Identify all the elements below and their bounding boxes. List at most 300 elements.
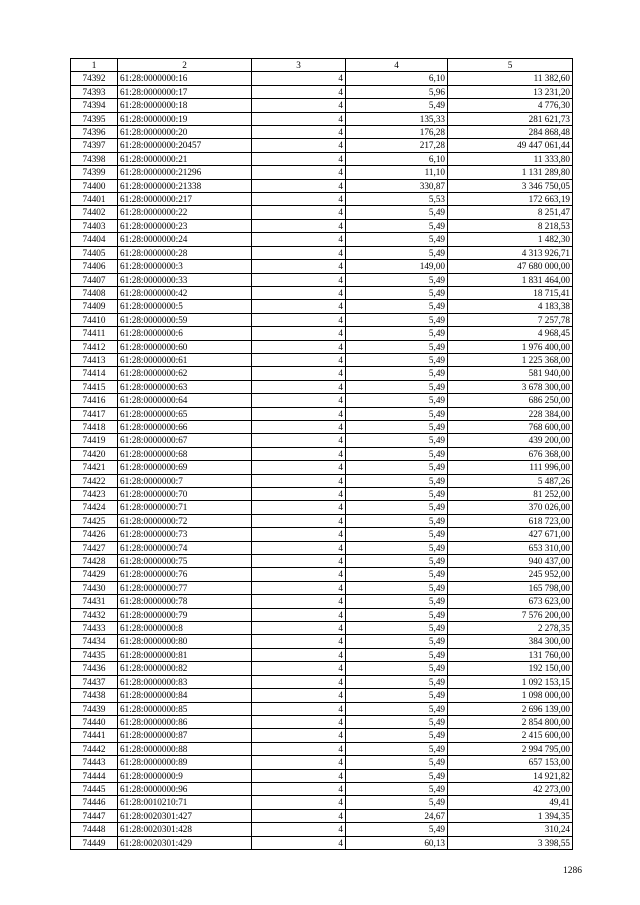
area-cell: 11,10: [346, 166, 448, 179]
area-cell: 5,49: [346, 380, 448, 393]
cadastral-number-cell: 61:28:0000000:21338: [118, 179, 252, 192]
area-cell: 5,49: [346, 488, 448, 501]
cadastral-number-cell: 61:28:0000000:86: [118, 715, 252, 728]
area-cell: 5,49: [346, 622, 448, 635]
value-cell: 686 250,00: [448, 394, 573, 407]
cadastral-number-cell: 61:28:0000000:71: [118, 501, 252, 514]
row-number-cell: 74430: [71, 581, 118, 594]
cadastral-number-cell: 61:28:0000000:67: [118, 434, 252, 447]
table-row: [71, 662, 573, 675]
category-cell: 4: [252, 675, 346, 688]
value-cell: 581 940,00: [448, 367, 573, 380]
category-cell: 4: [252, 126, 346, 139]
row-number-cell: 74436: [71, 662, 118, 675]
cadastral-number-cell: 61:28:0000000:61: [118, 353, 252, 366]
row-number-cell: 74409: [71, 300, 118, 313]
area-cell: 5,49: [346, 648, 448, 661]
value-cell: 1 831 464,00: [448, 273, 573, 286]
cadastral-number-cell: 61:28:0000000:89: [118, 756, 252, 769]
area-cell: 5,53: [346, 193, 448, 206]
category-cell: 4: [252, 340, 346, 353]
area-cell: 5,49: [346, 300, 448, 313]
cadastral-number-cell: 61:28:0000000:72: [118, 514, 252, 527]
area-cell: 330,87: [346, 179, 448, 192]
category-cell: 4: [252, 742, 346, 755]
value-cell: 940 437,00: [448, 555, 573, 568]
area-cell: 5,49: [346, 541, 448, 554]
area-cell: 5,49: [346, 581, 448, 594]
value-cell: 11 333,80: [448, 152, 573, 165]
area-cell: 5,49: [346, 782, 448, 795]
area-cell: 5,49: [346, 447, 448, 460]
row-number-cell: 74418: [71, 420, 118, 433]
category-cell: 4: [252, 313, 346, 326]
category-cell: 4: [252, 823, 346, 836]
table-row: [71, 796, 573, 809]
table-row: [71, 622, 573, 635]
table-row: [71, 689, 573, 702]
area-cell: 5,49: [346, 327, 448, 340]
cadastral-number-cell: 61:28:0000000:96: [118, 782, 252, 795]
table-row: [71, 233, 573, 246]
table-row: [71, 367, 573, 380]
value-cell: 8 251,47: [448, 206, 573, 219]
table-row: [71, 193, 573, 206]
table-row: [71, 514, 573, 527]
row-number-cell: 74424: [71, 501, 118, 514]
area-cell: 5,49: [346, 689, 448, 702]
row-number-cell: 74415: [71, 380, 118, 393]
category-cell: 4: [252, 501, 346, 514]
value-cell: 2 854 800,00: [448, 715, 573, 728]
area-cell: 5,49: [346, 662, 448, 675]
value-cell: 1 225 368,00: [448, 353, 573, 366]
cadastral-number-cell: 61:28:0000000:88: [118, 742, 252, 755]
table-row: [71, 541, 573, 554]
value-cell: 1 131 289,80: [448, 166, 573, 179]
value-cell: 657 153,00: [448, 756, 573, 769]
cadastral-number-cell: 61:28:0000000:20: [118, 126, 252, 139]
row-number-cell: 74407: [71, 273, 118, 286]
value-cell: 245 952,00: [448, 568, 573, 581]
row-number-cell: 74449: [71, 836, 118, 849]
row-number-cell: 74443: [71, 756, 118, 769]
area-cell: 5,49: [346, 434, 448, 447]
category-cell: 4: [252, 528, 346, 541]
area-cell: 5,49: [346, 219, 448, 232]
category-cell: 4: [252, 434, 346, 447]
area-cell: 5,49: [346, 313, 448, 326]
value-cell: 4 183,38: [448, 300, 573, 313]
table-row: [71, 474, 573, 487]
cadastral-number-cell: 61:28:0000000:73: [118, 528, 252, 541]
cadastral-number-cell: 61:28:0000000:16: [118, 72, 252, 85]
area-cell: 5,49: [346, 715, 448, 728]
table-row: [71, 300, 573, 313]
area-cell: 5,49: [346, 340, 448, 353]
row-number-cell: 74400: [71, 179, 118, 192]
area-cell: 6,10: [346, 152, 448, 165]
table-row: [71, 353, 573, 366]
cadastral-number-cell: 61:28:0000000:84: [118, 689, 252, 702]
category-cell: 4: [252, 635, 346, 648]
value-cell: 2 994 795,00: [448, 742, 573, 755]
value-cell: 228 384,00: [448, 407, 573, 420]
table-row: [71, 769, 573, 782]
value-cell: 192 150,00: [448, 662, 573, 675]
table-row: [71, 219, 573, 232]
cadastral-number-cell: 61:28:0000000:81: [118, 648, 252, 661]
area-cell: 24,67: [346, 809, 448, 822]
table-row: [71, 179, 573, 192]
area-cell: 5,49: [346, 246, 448, 259]
value-cell: 4 968,45: [448, 327, 573, 340]
area-cell: 5,49: [346, 823, 448, 836]
area-cell: 5,49: [346, 796, 448, 809]
area-cell: 176,28: [346, 126, 448, 139]
value-cell: 3 678 300,00: [448, 380, 573, 393]
area-cell: 5,49: [346, 474, 448, 487]
area-cell: 5,49: [346, 99, 448, 112]
cadastral-number-cell: 61:28:0000000:33: [118, 273, 252, 286]
value-cell: 370 026,00: [448, 501, 573, 514]
category-cell: 4: [252, 166, 346, 179]
value-cell: 310,24: [448, 823, 573, 836]
category-cell: 4: [252, 99, 346, 112]
area-cell: 5,49: [346, 367, 448, 380]
table-row: [71, 394, 573, 407]
table-row: [71, 340, 573, 353]
table-row: [71, 581, 573, 594]
category-cell: 4: [252, 836, 346, 849]
value-cell: 284 868,48: [448, 126, 573, 139]
row-number-cell: 74437: [71, 675, 118, 688]
category-cell: 4: [252, 300, 346, 313]
cadastral-number-cell: 61:28:0000000:8: [118, 622, 252, 635]
column-header-1: 1: [71, 59, 118, 72]
area-cell: 5,49: [346, 555, 448, 568]
value-cell: 42 273,00: [448, 782, 573, 795]
cadastral-number-cell: 61:28:0000000:217: [118, 193, 252, 206]
category-cell: 4: [252, 420, 346, 433]
value-cell: 49 447 061,44: [448, 139, 573, 152]
category-cell: 4: [252, 407, 346, 420]
row-number-cell: 74398: [71, 152, 118, 165]
category-cell: 4: [252, 622, 346, 635]
area-cell: 60,13: [346, 836, 448, 849]
cadastral-number-cell: 61:28:0000000:82: [118, 662, 252, 675]
cadastral-number-cell: 61:28:0000000:17: [118, 85, 252, 98]
cadastral-number-cell: 61:28:0000000:7: [118, 474, 252, 487]
category-cell: 4: [252, 581, 346, 594]
table-row: [71, 782, 573, 795]
area-cell: 5,49: [346, 568, 448, 581]
cadastral-number-cell: 61:28:0000000:42: [118, 286, 252, 299]
category-cell: 4: [252, 756, 346, 769]
category-cell: 4: [252, 206, 346, 219]
table-row: [71, 568, 573, 581]
value-cell: 3 346 750,05: [448, 179, 573, 192]
row-number-cell: 74406: [71, 260, 118, 273]
value-cell: 427 671,00: [448, 528, 573, 541]
table-row: [71, 420, 573, 433]
category-cell: 4: [252, 447, 346, 460]
value-cell: 2 696 139,00: [448, 702, 573, 715]
row-number-cell: 74417: [71, 407, 118, 420]
row-number-cell: 74438: [71, 689, 118, 702]
category-cell: 4: [252, 246, 346, 259]
row-number-cell: 74402: [71, 206, 118, 219]
cadastral-number-cell: 61:28:0000000:65: [118, 407, 252, 420]
table-row: [71, 461, 573, 474]
value-cell: 47 680 000,00: [448, 260, 573, 273]
value-cell: 2 278,35: [448, 622, 573, 635]
table-row: [71, 595, 573, 608]
row-number-cell: 74439: [71, 702, 118, 715]
row-number-cell: 74423: [71, 488, 118, 501]
category-cell: 4: [252, 85, 346, 98]
area-cell: 5,49: [346, 528, 448, 541]
cadastral-number-cell: 61:28:0010210:71: [118, 796, 252, 809]
row-number-cell: 74404: [71, 233, 118, 246]
category-cell: 4: [252, 769, 346, 782]
table-row: [71, 555, 573, 568]
value-cell: 14 921,82: [448, 769, 573, 782]
table-row: [71, 528, 573, 541]
category-cell: 4: [252, 488, 346, 501]
row-number-cell: 74396: [71, 126, 118, 139]
cadastral-number-cell: 61:28:0000000:66: [118, 420, 252, 433]
category-cell: 4: [252, 689, 346, 702]
area-cell: 5,49: [346, 608, 448, 621]
value-cell: 5 487,26: [448, 474, 573, 487]
category-cell: 4: [252, 394, 346, 407]
area-cell: 5,49: [346, 394, 448, 407]
cadastral-number-cell: 61:28:0000000:24: [118, 233, 252, 246]
table-row: [71, 407, 573, 420]
cadastral-number-cell: 61:28:0000000:68: [118, 447, 252, 460]
area-cell: 5,49: [346, 675, 448, 688]
cadastral-number-cell: 61:28:0020301:427: [118, 809, 252, 822]
area-cell: 5,96: [346, 85, 448, 98]
cadastral-number-cell: 61:28:0000000:85: [118, 702, 252, 715]
row-number-cell: 74392: [71, 72, 118, 85]
area-cell: 135,33: [346, 112, 448, 125]
area-cell: 5,49: [346, 702, 448, 715]
table-row: [71, 836, 573, 849]
value-cell: 81 252,00: [448, 488, 573, 501]
cadastral-number-cell: 61:28:0000000:6: [118, 327, 252, 340]
category-cell: 4: [252, 648, 346, 661]
row-number-cell: 74432: [71, 608, 118, 621]
area-cell: 149,00: [346, 260, 448, 273]
cadastral-number-cell: 61:28:0000000:78: [118, 595, 252, 608]
category-cell: 4: [252, 796, 346, 809]
table-row: [71, 99, 573, 112]
category-cell: 4: [252, 782, 346, 795]
area-cell: 5,49: [346, 286, 448, 299]
category-cell: 4: [252, 72, 346, 85]
cadastral-number-cell: 61:28:0000000:18: [118, 99, 252, 112]
category-cell: 4: [252, 260, 346, 273]
row-number-cell: 74393: [71, 85, 118, 98]
table-row: [71, 152, 573, 165]
category-cell: 4: [252, 233, 346, 246]
row-number-cell: 74431: [71, 595, 118, 608]
category-cell: 4: [252, 702, 346, 715]
value-cell: 676 368,00: [448, 447, 573, 460]
column-header-5: 5: [448, 59, 573, 72]
table-row: [71, 635, 573, 648]
value-cell: 11 382,60: [448, 72, 573, 85]
row-number-cell: 74410: [71, 313, 118, 326]
area-cell: 5,49: [346, 461, 448, 474]
column-header-4: 4: [346, 59, 448, 72]
table-row: [71, 434, 573, 447]
area-cell: 217,28: [346, 139, 448, 152]
row-number-cell: 74435: [71, 648, 118, 661]
page-number: 1286: [563, 866, 582, 876]
value-cell: 673 623,00: [448, 595, 573, 608]
table-row: [71, 85, 573, 98]
cadastral-number-cell: 61:28:0000000:9: [118, 769, 252, 782]
table-row: [71, 648, 573, 661]
cadastral-number-cell: 61:28:0000000:19: [118, 112, 252, 125]
table-row: [71, 246, 573, 259]
category-cell: 4: [252, 809, 346, 822]
category-cell: 4: [252, 608, 346, 621]
row-number-cell: 74445: [71, 782, 118, 795]
cadastral-number-cell: 61:28:0000000:23: [118, 219, 252, 232]
table-row: [71, 286, 573, 299]
table-row: [71, 742, 573, 755]
value-cell: 281 621,73: [448, 112, 573, 125]
cadastral-number-cell: 61:28:0000000:20457: [118, 139, 252, 152]
table-row: [71, 380, 573, 393]
category-cell: 4: [252, 152, 346, 165]
cadastral-number-cell: 61:28:0000000:63: [118, 380, 252, 393]
row-number-cell: 74399: [71, 166, 118, 179]
category-cell: 4: [252, 555, 346, 568]
area-cell: 5,49: [346, 595, 448, 608]
row-number-cell: 74412: [71, 340, 118, 353]
row-number-cell: 74419: [71, 434, 118, 447]
table-row: [71, 608, 573, 621]
table-row: [71, 702, 573, 715]
table-row: [71, 823, 573, 836]
category-cell: 4: [252, 273, 346, 286]
category-cell: 4: [252, 193, 346, 206]
table-row: [71, 313, 573, 326]
value-cell: 7 576 200,00: [448, 608, 573, 621]
cadastral-number-cell: 61:28:0000000:79: [118, 608, 252, 621]
row-number-cell: 74422: [71, 474, 118, 487]
area-cell: 6,10: [346, 72, 448, 85]
category-cell: 4: [252, 353, 346, 366]
value-cell: 1 976 400,00: [448, 340, 573, 353]
category-cell: 4: [252, 715, 346, 728]
value-cell: 1 092 153,15: [448, 675, 573, 688]
table-row: [71, 112, 573, 125]
category-cell: 4: [252, 541, 346, 554]
cadastral-number-cell: 61:28:0000000:60: [118, 340, 252, 353]
value-cell: 1 394,35: [448, 809, 573, 822]
table-row: [71, 501, 573, 514]
cadastral-number-cell: 61:28:0000000:70: [118, 488, 252, 501]
row-number-cell: 74428: [71, 555, 118, 568]
header-row: [71, 59, 573, 72]
row-number-cell: 74416: [71, 394, 118, 407]
value-cell: 1 482,30: [448, 233, 573, 246]
value-cell: 49,41: [448, 796, 573, 809]
cadastral-number-cell: 61:28:0000000:21296: [118, 166, 252, 179]
category-cell: 4: [252, 474, 346, 487]
cadastral-number-cell: 61:28:0000000:87: [118, 729, 252, 742]
category-cell: 4: [252, 729, 346, 742]
row-number-cell: 74421: [71, 461, 118, 474]
category-cell: 4: [252, 219, 346, 232]
table-row: [71, 260, 573, 273]
category-cell: 4: [252, 112, 346, 125]
table-row: [71, 809, 573, 822]
value-cell: 653 310,00: [448, 541, 573, 554]
value-cell: 18 715,41: [448, 286, 573, 299]
cadastral-number-cell: 61:28:0000000:22: [118, 206, 252, 219]
value-cell: 111 996,00: [448, 461, 573, 474]
value-cell: 172 663,19: [448, 193, 573, 206]
table-row: [71, 729, 573, 742]
row-number-cell: 74403: [71, 219, 118, 232]
table-row: [71, 488, 573, 501]
row-number-cell: 74444: [71, 769, 118, 782]
row-number-cell: 74440: [71, 715, 118, 728]
row-number-cell: 74429: [71, 568, 118, 581]
row-number-cell: 74442: [71, 742, 118, 755]
area-cell: 5,49: [346, 635, 448, 648]
row-number-cell: 74447: [71, 809, 118, 822]
table-row: [71, 756, 573, 769]
value-cell: 1 098 000,00: [448, 689, 573, 702]
row-number-cell: 74420: [71, 447, 118, 460]
area-cell: 5,49: [346, 420, 448, 433]
area-cell: 5,49: [346, 756, 448, 769]
table-row: [71, 72, 573, 85]
value-cell: 2 415 600,00: [448, 729, 573, 742]
row-number-cell: 74397: [71, 139, 118, 152]
row-number-cell: 74408: [71, 286, 118, 299]
row-number-cell: 74414: [71, 367, 118, 380]
cadastral-number-cell: 61:28:0020301:428: [118, 823, 252, 836]
table-row: [71, 166, 573, 179]
row-number-cell: 74448: [71, 823, 118, 836]
cadastral-number-cell: 61:28:0000000:5: [118, 300, 252, 313]
cadastral-number-cell: 61:28:0000000:28: [118, 246, 252, 259]
value-cell: 768 600,00: [448, 420, 573, 433]
value-cell: 7 257,78: [448, 313, 573, 326]
row-number-cell: 74395: [71, 112, 118, 125]
row-number-cell: 74446: [71, 796, 118, 809]
cadastral-number-cell: 61:28:0000000:77: [118, 581, 252, 594]
cadastral-number-cell: 61:28:0000000:21: [118, 152, 252, 165]
category-cell: 4: [252, 568, 346, 581]
table-body: [71, 72, 573, 850]
table-row: [71, 126, 573, 139]
cadastral-number-cell: 61:28:0000000:83: [118, 675, 252, 688]
table-row: [71, 139, 573, 152]
row-number-cell: 74427: [71, 541, 118, 554]
table-row: [71, 327, 573, 340]
value-cell: 13 231,20: [448, 85, 573, 98]
